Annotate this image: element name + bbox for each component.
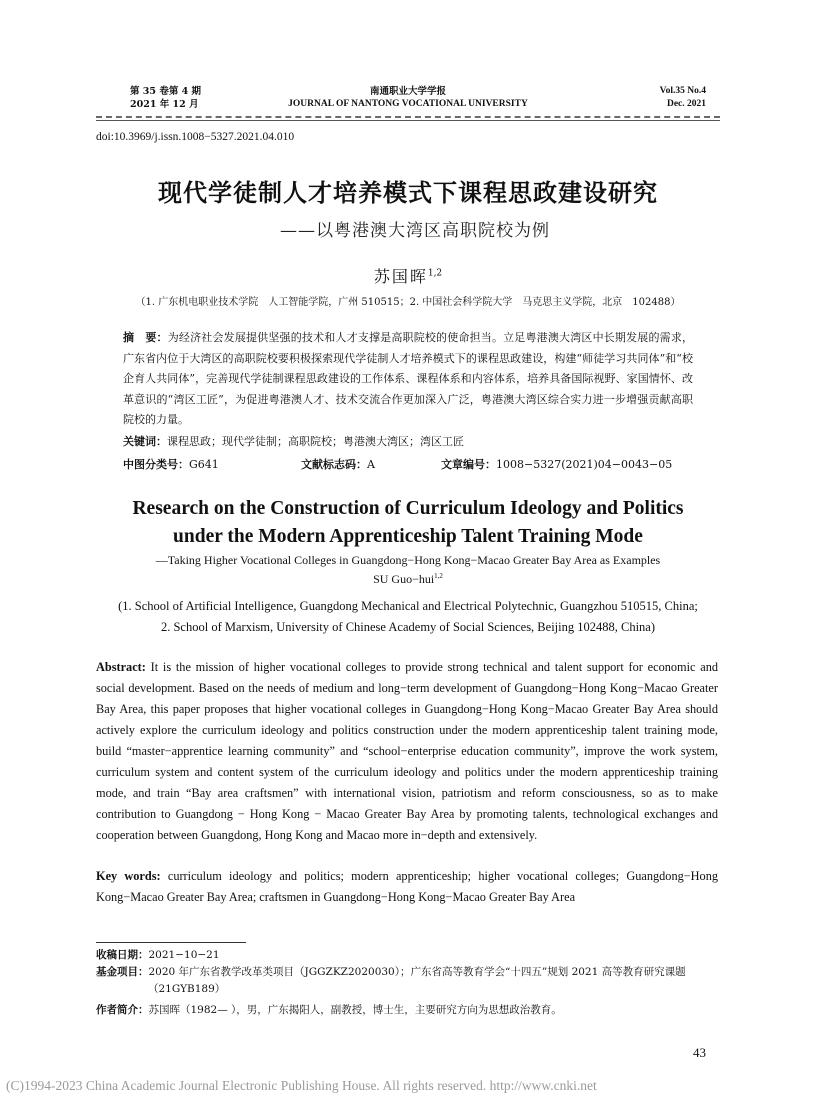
abstract-cn [123, 328, 693, 431]
author-cn-name: 苏国晖 [373, 267, 428, 286]
header-decorative-rule [96, 116, 720, 118]
abstract-en-label: Abstract: [96, 660, 146, 674]
keywords-en-label: Key words: [96, 869, 161, 883]
journal-name-en: JOURNAL OF NANTONG VOCATIONAL UNIVERSITY [288, 99, 528, 109]
affiliation-en-line1: (1. School of Artificial Intelligence, Guangdong Mechanical and Electrical Polytechnic, Guangzhou 510515, China; [118, 599, 698, 613]
clc-label: 中图分类号： [123, 458, 189, 471]
date-cn: 2021 年 12 月 [130, 99, 199, 110]
affiliation-en-line2: 2. School of Marxism, University of Chinese Academy of Social Sciences, Beijing 102488, China) [160, 620, 656, 634]
keywords-cn [123, 432, 693, 452]
volume-issue-cn: 第 35 卷第 4 期 [130, 86, 202, 97]
footnote-received [96, 947, 720, 964]
received-value: 2021−10−21 [148, 949, 220, 961]
header-rule [96, 120, 720, 121]
document-code [301, 456, 375, 472]
doc-code-label: 文献标志码： [301, 458, 367, 471]
author-en [0, 572, 816, 587]
journal-volume-en [660, 85, 706, 111]
abstract-cn-label: 摘 要： [123, 331, 168, 344]
fund-label: 基金项目： [96, 966, 149, 978]
affiliation-en [0, 596, 816, 638]
author-cn-affiliation-mark: 1,2 [427, 268, 443, 279]
article-number [441, 456, 672, 472]
clc-value: G641 [189, 458, 219, 471]
article-number-value: 1008−5327(2021)04−0043−05 [496, 458, 673, 471]
abstract-cn-text: 为经济社会发展提供坚强的技术和人才支撑是高职院校的使命担当。立足粤港澳大湾区中长期发展的需求，广东省内位于大湾区的高职院校要积极探索现代学徒制人才培养模式下的课程思政建设，构建“师徒学习共同体”和“校企育人共同体”，完善现代学徒制课程思政建设的工作体系、课程体系和内容体系，培养具备国际视野、家国情怀、改革意识的“湾区工匠”，为促进粤港澳人才、技术交流合作更加深入广泛，粤港澳大湾区综合实力进一步增强贡献高职院校的力量。 [123, 331, 694, 426]
doc-code-value: A [367, 458, 375, 471]
keywords-en-text: curriculum ideology and politics; modern apprenticeship; higher vocational colleges; Guangdong−Hong Kong−Macao Greater Bay Area; craftsmen in Guangdong−Hong Kong−Macao Greater Bay Area [96, 869, 719, 904]
volume-issue-en: Vol.35 No.4 [659, 86, 706, 96]
copyright-watermark: (C)1994-2023 China Academic Journal Electronic Publishing House. All rights reserved. http://www.cnki.net [6, 1078, 597, 1093]
footnote-fund [96, 964, 720, 998]
footnote-rule [96, 942, 246, 943]
bio-label: 作者简介： [96, 1004, 149, 1016]
keywords-en [96, 866, 718, 908]
title-en-line2: under the Modern Apprenticeship Talent Training Mode [173, 526, 643, 547]
article-number-label: 文章编号： [441, 458, 496, 471]
bio-value: 苏国晖（1982— ），男，广东揭阳人，副教授，博士生，主要研究方向为思想政治教育。 [148, 1004, 562, 1016]
author-cn [0, 264, 816, 287]
fund-value-line1: 2020 年广东省教学改革类项目（JGGZKZ2020030）；广东省高等教育学会“十四五”规划 2021 高等教育研究课题 [148, 966, 686, 978]
abstract-en-text: It is the mission of higher vocational colleges to provide strong technical and talent support for economic and social development. Based on the needs of medium and long−term development of Guangdong−Hong Kong−Macao Greater Bay Area, this paper proposes that higher vocational colleges in Guangdong−Hong Kong−Macao Greater Bay Area should actively explore the curriculum ideology and politics construction under the modern apprenticeship talent training mode, build “master−apprentice learning community” and “school−enterprise education community”, improve the work system, curriculum system and content system of the curriculum ideology and politics under the modern apprenticeship training mode, and train “Bay area craftsmen” with international vision, patriotism and reform consciousness, so as to make contribution to Guangdong − Hong Kong − Macao Greater Bay Area by promoting talents, technological exchanges and cooperation between Guangdong, Hong Kong and Macao more in−depth and extensively. [96, 660, 718, 842]
keywords-cn-label: 关键词： [123, 435, 167, 448]
title-en-line1: Research on the Construction of Curriculum Ideology and Politics [132, 498, 684, 519]
page-number: 43 [693, 1045, 706, 1060]
affiliation-cn: （1. 广东机电职业技术学院 人工智能学院，广州 510515；2. 中国社会科学院大学 马克思主义学院，北京 102488） [135, 297, 681, 308]
subtitle-en: —Taking Higher Vocational Colleges in Guangdong−Hong Kong−Macao Greater Bay Area as Examples [155, 553, 661, 567]
abstract-en [96, 657, 718, 846]
author-en-name: SU Guo−hui [373, 572, 435, 586]
date-en: Dec. 2021 [666, 99, 706, 109]
doi: doi:10.3969/j.issn.1008−5327.2021.04.010 [96, 131, 295, 143]
footnote-author-bio [96, 1002, 720, 1019]
title-en [0, 495, 816, 551]
fund-value-line2: （21GYB189） [148, 983, 226, 995]
title-cn: 现代学徒制人才培养模式下课程思政建设研究 [158, 178, 658, 207]
clc-number [123, 456, 219, 472]
subtitle-cn: ——以粤港澳大湾区高职院校为例 [280, 221, 550, 241]
author-en-affiliation-mark: 1,2 [434, 572, 443, 580]
received-label: 收稿日期： [96, 949, 149, 961]
keywords-cn-text: 课程思政；现代学徒制；高职院校；粤港澳大湾区；湾区工匠 [167, 435, 464, 448]
journal-name-cn: 南通职业大学学报 [369, 86, 446, 97]
